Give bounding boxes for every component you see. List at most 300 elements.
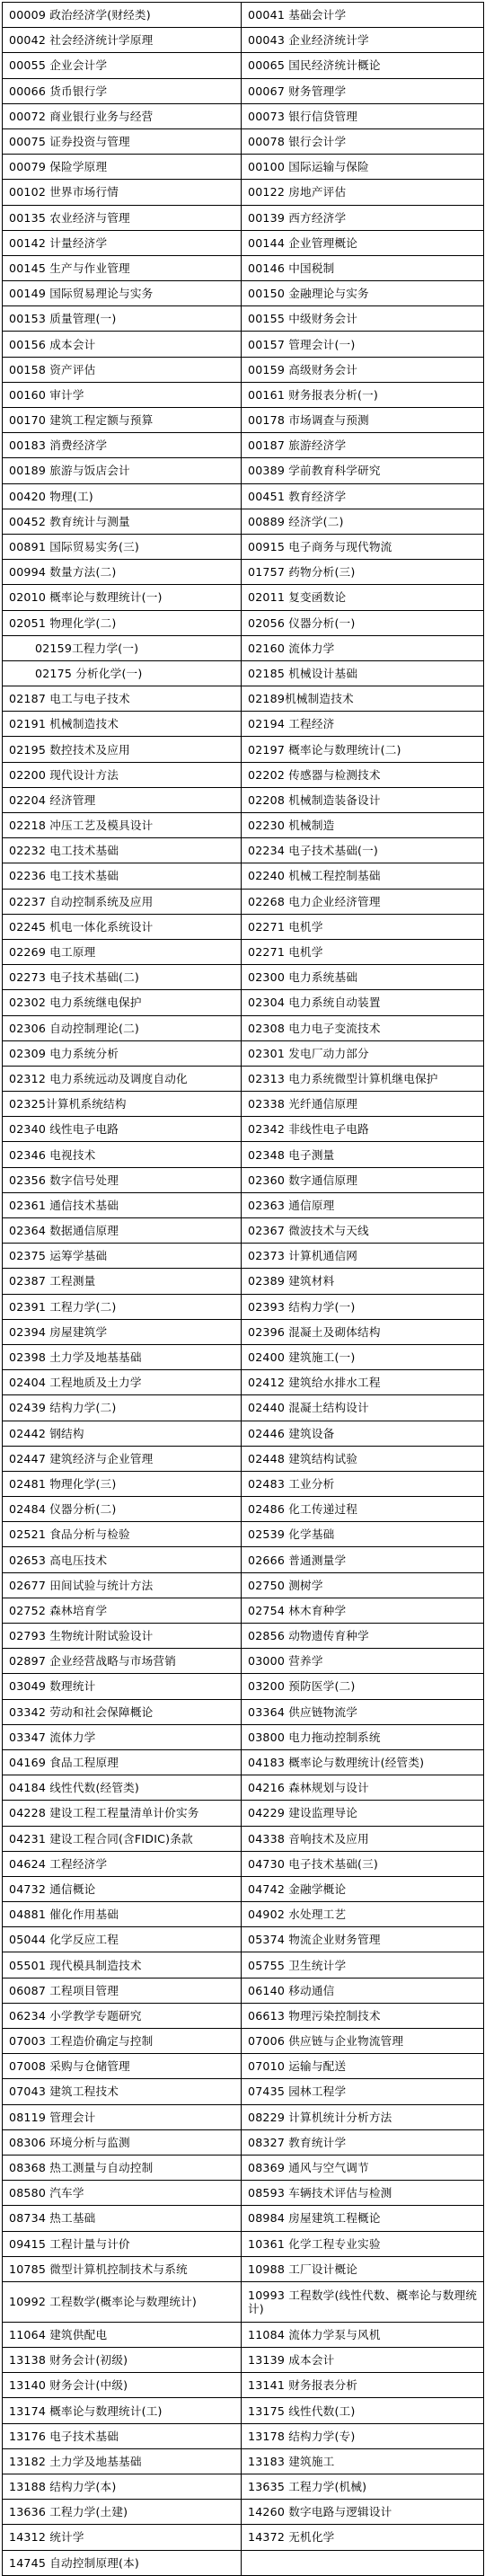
table-row [3, 1927, 484, 1952]
table-row [3, 2054, 484, 2079]
table-row [3, 78, 484, 103]
course-cell-left: 02391 工程力学(二) [3, 1294, 242, 1319]
table-row [3, 1344, 484, 1369]
course-cell-left: 05501 现代模具制造技术 [3, 1952, 242, 1978]
table-row [3, 2550, 484, 2575]
course-cell-right: 02202 传感器与检测技术 [242, 762, 484, 787]
course-cell-right: 02360 数字通信原理 [242, 1167, 484, 1192]
course-cell-left: 02237 自动控制系统及应用 [3, 889, 242, 914]
course-cell-right: 00139 西方经济学 [242, 205, 484, 230]
table-row [3, 1040, 484, 1066]
course-cell-left: 02273 电子技术基础(二) [3, 965, 242, 990]
table-row [3, 2155, 484, 2180]
course-cell-left: 00145 生产与作业管理 [3, 255, 242, 280]
course-cell-left: 04881 催化作用基础 [3, 1902, 242, 1927]
course-cell-left: 08734 热工基础 [3, 2206, 242, 2231]
course-cell-left: 02356 数字信号处理 [3, 1167, 242, 1192]
course-cell-right: 01757 药物分析(三) [242, 560, 484, 585]
course-cell-right: 03800 电力拖动控制系统 [242, 1724, 484, 1749]
course-cell-left: 00452 教育统计与测量 [3, 509, 242, 534]
course-table [2, 2, 484, 2576]
course-cell-right: 02412 建筑给水排水工程 [242, 1370, 484, 1395]
course-cell-right: 04229 建设监理导论 [242, 1801, 484, 1826]
table-row [3, 408, 484, 433]
table-row [3, 2281, 484, 2322]
course-cell-right: 05755 卫生统计学 [242, 1952, 484, 1978]
course-cell-left: 02306 自动控制理论(二) [3, 1015, 242, 1040]
course-cell-left: 02346 电视技术 [3, 1142, 242, 1167]
table-row [3, 332, 484, 357]
table-row [3, 357, 484, 382]
table-row [3, 1749, 484, 1775]
table-row [3, 230, 484, 255]
table-row [3, 306, 484, 332]
course-cell-right: 06140 移动通信 [242, 1978, 484, 2003]
course-cell-left: 00075 证券投资与管理 [3, 128, 242, 154]
course-cell-left: 14745 自动控制原理(本) [3, 2550, 242, 2575]
course-cell-right [242, 2550, 484, 2575]
course-cell-right: 02367 微波技术与天线 [242, 1218, 484, 1244]
course-cell-right: 02448 建筑结构试验 [242, 1446, 484, 1471]
table-row [3, 1801, 484, 1826]
course-cell-left: 02361 通信技术基础 [3, 1192, 242, 1217]
course-cell-right: 00389 学前教育科学研究 [242, 458, 484, 483]
course-cell-left: 10992 工程数学(概率论与数理统计) [3, 2281, 242, 2322]
course-cell-left: 02404 工程地质及土力学 [3, 1370, 242, 1395]
course-cell-left: 00142 计量经济学 [3, 230, 242, 255]
table-row [3, 1117, 484, 1142]
course-cell-right: 13141 财务报表分析 [242, 2373, 484, 2398]
course-cell-left: 04231 建设工程合同(含FIDIC)条款 [3, 1826, 242, 1851]
course-cell-right: 00178 市场调查与预测 [242, 408, 484, 433]
course-cell-right: 00073 银行信贷管理 [242, 103, 484, 128]
course-cell-right: 02486 化工传递过程 [242, 1497, 484, 1522]
table-row [3, 53, 484, 78]
course-cell-left: 02439 结构力学(二) [3, 1395, 242, 1421]
table-row [3, 1851, 484, 1876]
table-row [3, 787, 484, 812]
course-cell-right: 02446 建筑设备 [242, 1421, 484, 1446]
course-cell-left: 13138 财务会计(初级) [3, 2348, 242, 2373]
course-cell-left: 02232 电工技术基础 [3, 838, 242, 863]
course-cell-left: 14312 统计学 [3, 2525, 242, 2550]
table-row [3, 205, 484, 230]
course-cell-left: 00149 国际贸易理论与实务 [3, 281, 242, 306]
course-cell-right: 00159 高级财务会计 [242, 357, 484, 382]
table-row [3, 2398, 484, 2423]
course-cell-left: 00158 资产评估 [3, 357, 242, 382]
table-row [3, 2206, 484, 2231]
course-cell-right: 02363 通信原理 [242, 1192, 484, 1217]
course-cell-left: 02051 物理化学(二) [3, 610, 242, 635]
course-cell-left: 02236 电工技术基础 [3, 863, 242, 889]
course-cell-right: 02271 电机学 [242, 939, 484, 964]
course-cell-right: 02268 电力企业经济管理 [242, 889, 484, 914]
course-cell-right: 02750 测树学 [242, 1572, 484, 1598]
course-cell-left: 02394 房屋建筑学 [3, 1319, 242, 1344]
course-cell-right: 11084 流体力学泵与风机 [242, 2322, 484, 2347]
table-row [3, 2448, 484, 2474]
course-cell-left: 08306 环境分析与监测 [3, 2129, 242, 2155]
table-row [3, 1244, 484, 1269]
course-cell-right: 00144 企业管理概论 [242, 230, 484, 255]
course-cell-right: 02240 机械工程控制基础 [242, 863, 484, 889]
course-cell-right: 03000 营养学 [242, 1649, 484, 1674]
course-cell-right: 02440 混凝土结构设计 [242, 1395, 484, 1421]
course-cell-left: 02218 冲压工艺及模具设计 [3, 813, 242, 838]
course-cell-right: 04730 电子技术基础(三) [242, 1851, 484, 1876]
table-row [3, 1142, 484, 1167]
course-cell-right: 02300 电力系统基础 [242, 965, 484, 990]
course-cell-right: 00065 国民经济统计概论 [242, 53, 484, 78]
course-cell-left: 05044 化学反应工程 [3, 1927, 242, 1952]
course-cell-right: 00100 国际运输与保险 [242, 155, 484, 180]
course-cell-left: 08119 管理会计 [3, 2104, 242, 2129]
course-cell-left: 06234 小学教学专题研究 [3, 2003, 242, 2028]
course-cell-right: 02056 仪器分析(一) [242, 610, 484, 635]
table-row [3, 1724, 484, 1749]
course-cell-right: 13139 成本会计 [242, 2348, 484, 2373]
table-row [3, 635, 484, 660]
course-cell-left: 00891 国际贸易实务(三) [3, 534, 242, 559]
course-cell-left: 02447 建筑经济与企业管理 [3, 1446, 242, 1471]
table-row [3, 2373, 484, 2398]
course-cell-right: 08369 通风与空气调节 [242, 2155, 484, 2180]
course-cell-right: 04742 金融学概论 [242, 1876, 484, 1901]
table-row [3, 1092, 484, 1117]
table-row [3, 1826, 484, 1851]
table-row [3, 1218, 484, 1244]
course-cell-left: 09415 工程计量与计价 [3, 2231, 242, 2256]
table-row [3, 1674, 484, 1699]
table-row [3, 433, 484, 458]
table-row [3, 2079, 484, 2104]
course-cell-left: 00009 政治经济学(财经类) [3, 3, 242, 28]
table-row [3, 1699, 484, 1724]
table-row [3, 28, 484, 53]
course-cell-right: 13183 建筑施工 [242, 2448, 484, 2474]
course-cell-right: 02313 电力系统微型计算机继电保护 [242, 1066, 484, 1091]
course-cell-right: 02189机械制造技术 [242, 686, 484, 712]
table-row [3, 1370, 484, 1395]
course-cell-right: 02373 计算机通信网 [242, 1244, 484, 1269]
course-cell-right: 02308 电力电子变流技术 [242, 1015, 484, 1040]
course-cell-right: 05374 物流企业财务管理 [242, 1927, 484, 1952]
table-row [3, 1497, 484, 1522]
table-row [3, 2181, 484, 2206]
course-cell-right: 02856 动物遗传育种学 [242, 1624, 484, 1649]
course-cell-right: 10361 化学工程专业实验 [242, 2231, 484, 2256]
table-row [3, 813, 484, 838]
table-row [3, 610, 484, 635]
course-cell-left: 02245 机电一体化系统设计 [3, 914, 242, 939]
course-cell-right: 02666 普通测量学 [242, 1547, 484, 1572]
course-cell-right: 00067 财务管理学 [242, 78, 484, 103]
table-row [3, 585, 484, 610]
table-row [3, 1978, 484, 2003]
course-cell-left: 04184 线性代数(经管类) [3, 1775, 242, 1801]
course-cell-left: 02375 运筹学基础 [3, 1244, 242, 1269]
course-cell-right: 04183 概率论与数理统计(经管类) [242, 1749, 484, 1775]
course-cell-left: 02442 钢结构 [3, 1421, 242, 1446]
table-row [3, 2104, 484, 2129]
course-cell-right: 02230 机械制造 [242, 813, 484, 838]
table-row [3, 1015, 484, 1040]
table-row [3, 3, 484, 28]
course-cell-left: 02269 电工原理 [3, 939, 242, 964]
course-cell-right: 08984 房屋建筑工程概论 [242, 2206, 484, 2231]
course-cell-left: 00055 企业会计学 [3, 53, 242, 78]
course-cell-left: 02010 概率论与数理统计(一) [3, 585, 242, 610]
table-row [3, 838, 484, 863]
table-row [3, 382, 484, 407]
course-cell-left: 00072 商业银行业务与经营 [3, 103, 242, 128]
table-row [3, 1547, 484, 1572]
course-cell-right: 02185 机械设计基础 [242, 660, 484, 686]
table-row [3, 1572, 484, 1598]
course-cell-left: 02793 生物统计附试验设计 [3, 1624, 242, 1649]
course-cell-left: 00183 消费经济学 [3, 433, 242, 458]
course-cell-right: 02194 工程经济 [242, 712, 484, 737]
course-cell-left: 02521 食品分析与检验 [3, 1522, 242, 1547]
course-cell-left: 02187 电工与电子技术 [3, 686, 242, 712]
course-cell-right: 04338 音响技术及应用 [242, 1826, 484, 1851]
course-cell-right: 03200 预防医学(二) [242, 1674, 484, 1699]
course-cell-left: 00135 农业经济与管理 [3, 205, 242, 230]
course-cell-right: 14260 数字电路与逻辑设计 [242, 2500, 484, 2525]
course-cell-left: 02159工程力学(一) [3, 635, 242, 660]
course-cell-left: 02175 分析化学(一) [3, 660, 242, 686]
course-cell-right: 02160 流体力学 [242, 635, 484, 660]
course-cell-left: 02484 仪器分析(二) [3, 1497, 242, 1522]
course-cell-left: 02897 企业经营战略与市场营销 [3, 1649, 242, 1674]
table-row [3, 762, 484, 787]
course-cell-left: 11064 建筑供配电 [3, 2322, 242, 2347]
course-cell-left: 03049 数理统计 [3, 1674, 242, 1699]
table-row [3, 1066, 484, 1091]
course-cell-left: 06087 工程项目管理 [3, 1978, 242, 2003]
course-cell-left: 03342 劳动和社会保障概论 [3, 1699, 242, 1724]
course-cell-right: 02754 林木育种学 [242, 1598, 484, 1623]
course-cell-left: 00994 数量方法(二) [3, 560, 242, 585]
table-row [3, 863, 484, 889]
table-row [3, 509, 484, 534]
course-cell-right: 02393 结构力学(一) [242, 1294, 484, 1319]
course-cell-right: 02301 发电厂动力部分 [242, 1040, 484, 1066]
table-row [3, 2322, 484, 2347]
course-cell-left: 00160 审计学 [3, 382, 242, 407]
course-cell-right: 02208 机械制造装备设计 [242, 787, 484, 812]
table-row [3, 281, 484, 306]
course-cell-right: 07435 园林工程学 [242, 2079, 484, 2104]
course-cell-left: 00156 成本会计 [3, 332, 242, 357]
course-cell-right: 06613 物理污染控制技术 [242, 2003, 484, 2028]
table-row [3, 990, 484, 1015]
course-cell-right: 13175 线性代数(工) [242, 2398, 484, 2423]
course-cell-left: 02191 机械制造技术 [3, 712, 242, 737]
table-row [3, 1446, 484, 1471]
course-cell-right: 02389 建筑材料 [242, 1269, 484, 1294]
course-cell-right: 00150 金融理论与实务 [242, 281, 484, 306]
table-row [3, 1319, 484, 1344]
table-row [3, 1598, 484, 1623]
course-cell-left: 02364 数据通信原理 [3, 1218, 242, 1244]
table-row [3, 1624, 484, 1649]
course-cell-right: 02539 化学基础 [242, 1522, 484, 1547]
course-cell-left: 02325计算机系统结构 [3, 1092, 242, 1117]
table-row [3, 660, 484, 686]
table-row [3, 2129, 484, 2155]
table-row [3, 1649, 484, 1674]
course-cell-left: 00420 物理(工) [3, 483, 242, 509]
table-row [3, 483, 484, 509]
course-cell-right: 02396 混凝土及砌体结构 [242, 1319, 484, 1344]
course-cell-right: 02234 电子技术基础(一) [242, 838, 484, 863]
course-cell-left: 08580 汽车学 [3, 2181, 242, 2206]
course-cell-right: 00451 教育经济学 [242, 483, 484, 509]
course-cell-left: 02752 森林培育学 [3, 1598, 242, 1623]
table-row [3, 2525, 484, 2550]
table-row [3, 1522, 484, 1547]
course-cell-left: 00079 保险学原理 [3, 155, 242, 180]
course-cell-right: 04902 水处理工艺 [242, 1902, 484, 1927]
course-cell-right: 14372 无机化学 [242, 2525, 484, 2550]
course-cell-left: 03347 流体力学 [3, 1724, 242, 1749]
course-cell-left: 00102 世界市场行情 [3, 180, 242, 205]
course-cell-right: 00161 财务报表分析(一) [242, 382, 484, 407]
table-row [3, 686, 484, 712]
course-cell-right: 02348 电子测量 [242, 1142, 484, 1167]
table-row [3, 914, 484, 939]
course-cell-right: 00187 旅游经济学 [242, 433, 484, 458]
table-row [3, 1876, 484, 1901]
table-row [3, 155, 484, 180]
table-row [3, 458, 484, 483]
table-row [3, 1192, 484, 1217]
course-cell-left: 00189 旅游与饭店会计 [3, 458, 242, 483]
table-row [3, 1167, 484, 1192]
course-cell-right: 07006 供应链与企业物流管理 [242, 2029, 484, 2054]
course-cell-left: 00153 质量管理(一) [3, 306, 242, 332]
course-cell-left: 07003 工程造价确定与控制 [3, 2029, 242, 2054]
course-cell-left: 02481 物理化学(三) [3, 1471, 242, 1496]
course-cell-right: 00043 企业经济统计学 [242, 28, 484, 53]
table-row [3, 1421, 484, 1446]
course-cell-left: 00066 货币银行学 [3, 78, 242, 103]
course-cell-right: 02400 建筑施工(一) [242, 1344, 484, 1369]
course-cell-left: 00042 社会经济统计学原理 [3, 28, 242, 53]
table-row [3, 737, 484, 762]
course-cell-left: 02204 经济管理 [3, 787, 242, 812]
course-cell-left: 13174 概率论与数理统计(工) [3, 2398, 242, 2423]
course-cell-right: 02304 电力系统自动装置 [242, 990, 484, 1015]
table-row [3, 939, 484, 964]
course-cell-left: 13140 财务会计(中级) [3, 2373, 242, 2398]
table-row [3, 2423, 484, 2448]
course-cell-right: 00041 基础会计学 [242, 3, 484, 28]
course-cell-right: 00157 管理会计(一) [242, 332, 484, 357]
course-cell-right: 02011 复变函数论 [242, 585, 484, 610]
course-cell-right: 07010 运输与配送 [242, 2054, 484, 2079]
course-cell-right: 00146 中国税制 [242, 255, 484, 280]
course-cell-right: 02338 光纤通信原理 [242, 1092, 484, 1117]
table-row [3, 1902, 484, 1927]
course-cell-left: 02309 电力系统分析 [3, 1040, 242, 1066]
table-row [3, 560, 484, 585]
table-row [3, 889, 484, 914]
table-row [3, 1471, 484, 1496]
table-row [3, 2003, 484, 2028]
course-cell-left: 04228 建设工程工程量清单计价实务 [3, 1801, 242, 1826]
table-row [3, 712, 484, 737]
course-cell-right: 02342 非线性电子电路 [242, 1117, 484, 1142]
table-row [3, 534, 484, 559]
course-cell-left: 10785 微型计算机控制技术与系统 [3, 2256, 242, 2281]
course-cell-right: 00155 中级财务会计 [242, 306, 484, 332]
table-row [3, 1952, 484, 1978]
course-cell-right: 08229 计算机统计分析方法 [242, 2104, 484, 2129]
course-cell-left: 02340 线性电子电路 [3, 1117, 242, 1142]
course-cell-right: 02197 概率论与数理统计(二) [242, 737, 484, 762]
course-cell-left: 13188 结构力学(本) [3, 2474, 242, 2500]
course-cell-left: 02398 土力学及地基基础 [3, 1344, 242, 1369]
course-cell-right: 10988 工厂设计概论 [242, 2256, 484, 2281]
course-cell-right: 00122 房地产评估 [242, 180, 484, 205]
course-cell-left: 00170 建筑工程定额与预算 [3, 408, 242, 433]
course-cell-left: 04624 工程经济学 [3, 1851, 242, 1876]
table-row [3, 1395, 484, 1421]
course-cell-left: 07008 采购与仓储管理 [3, 2054, 242, 2079]
course-cell-left: 13636 工程力学(土建) [3, 2500, 242, 2525]
table-row [3, 2474, 484, 2500]
course-cell-right: 02271 电机学 [242, 914, 484, 939]
course-cell-left: 07043 建筑工程技术 [3, 2079, 242, 2104]
course-cell-right: 00915 电子商务与现代物流 [242, 534, 484, 559]
course-cell-right: 10993 工程数学(线性代数、概率论与数理统计) [242, 2281, 484, 2322]
table-row [3, 128, 484, 154]
course-cell-right: 08593 车辆技术评估与检测 [242, 2181, 484, 2206]
course-cell-right: 00078 银行会计学 [242, 128, 484, 154]
course-cell-right: 13178 结构力学(专) [242, 2423, 484, 2448]
course-cell-right: 03364 供应链物流学 [242, 1699, 484, 1724]
table-row [3, 255, 484, 280]
table-row [3, 2348, 484, 2373]
table-row [3, 103, 484, 128]
course-cell-right: 04216 森林规划与设计 [242, 1775, 484, 1801]
table-row [3, 2256, 484, 2281]
course-cell-left: 13176 电子技术基础 [3, 2423, 242, 2448]
course-cell-left: 04732 通信概论 [3, 1876, 242, 1901]
course-cell-left: 13182 土力学及地基基础 [3, 2448, 242, 2474]
course-cell-left: 08368 热工测量与自动控制 [3, 2155, 242, 2180]
course-cell-left: 02677 田间试验与统计方法 [3, 1572, 242, 1598]
course-cell-left: 02195 数控技术及应用 [3, 737, 242, 762]
table-row [3, 1269, 484, 1294]
course-cell-right: 00889 经济学(二) [242, 509, 484, 534]
table-row [3, 2500, 484, 2525]
table-row [3, 180, 484, 205]
table-row [3, 1775, 484, 1801]
course-cell-left: 02312 电力系统远动及调度自动化 [3, 1066, 242, 1091]
table-row [3, 965, 484, 990]
course-cell-right: 08327 教育统计学 [242, 2129, 484, 2155]
table-row [3, 2029, 484, 2054]
course-cell-left: 04169 食品工程原理 [3, 1749, 242, 1775]
course-cell-left: 02387 工程测量 [3, 1269, 242, 1294]
table-row [3, 1294, 484, 1319]
course-cell-right: 13635 工程力学(机械) [242, 2474, 484, 2500]
course-cell-left: 02200 现代设计方法 [3, 762, 242, 787]
